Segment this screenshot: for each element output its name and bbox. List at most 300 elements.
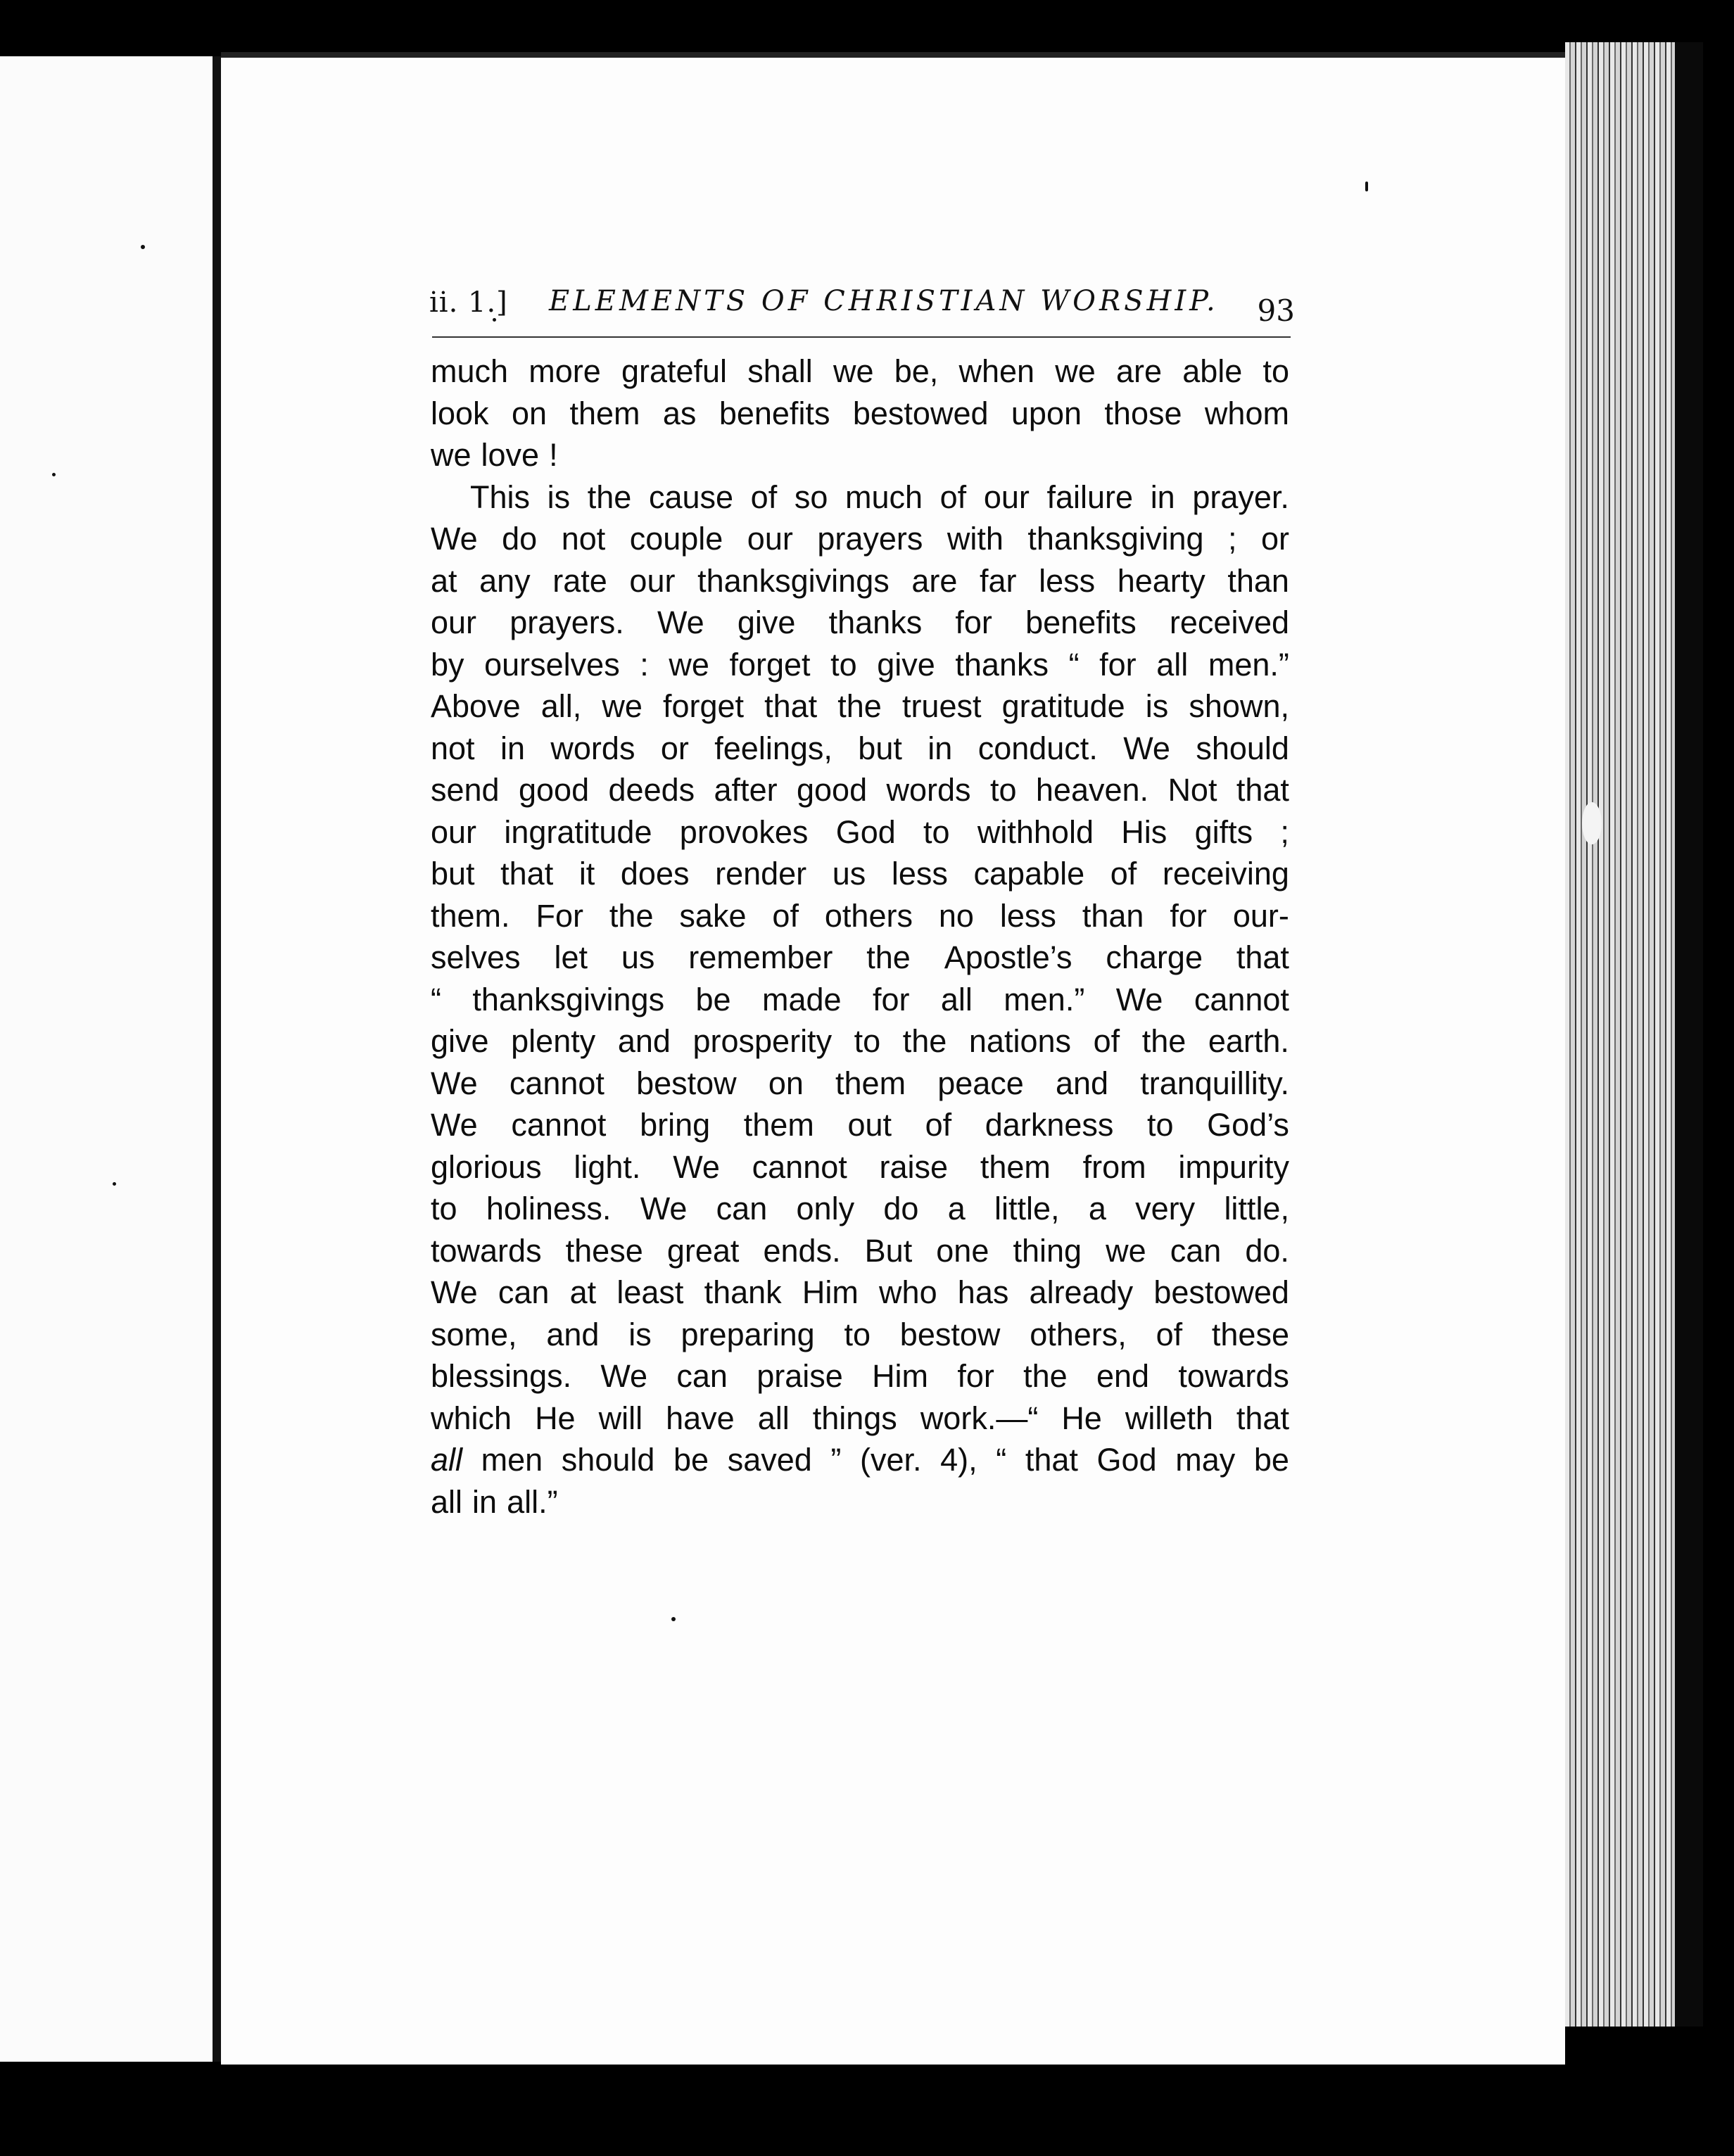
word: should — [1196, 730, 1289, 766]
word: light. — [574, 1148, 641, 1185]
word: others — [824, 897, 913, 934]
word: bestow — [636, 1065, 737, 1101]
text-line — [431, 518, 1289, 560]
word: is — [628, 1316, 652, 1352]
word: than — [1082, 897, 1144, 934]
word: work.—“ — [920, 1400, 1039, 1436]
word: We — [600, 1358, 648, 1394]
word: the — [866, 939, 911, 975]
word: more — [529, 353, 601, 389]
word: thanks — [955, 646, 1049, 683]
word: heaven. — [1035, 772, 1149, 808]
word: it — [578, 856, 595, 892]
word: no — [938, 897, 974, 934]
word: to — [830, 646, 857, 683]
text-line-words — [431, 393, 1289, 435]
word: of — [939, 478, 967, 515]
word: thanksgiving — [1027, 521, 1204, 557]
word: of — [750, 478, 778, 515]
text-line-words — [431, 1355, 1289, 1397]
text-line — [431, 476, 1289, 519]
word: God — [1096, 1442, 1157, 1478]
word: us — [621, 939, 655, 975]
word: be, — [894, 353, 939, 389]
text-line-words — [431, 1230, 1289, 1272]
word: in — [928, 730, 953, 766]
word: out — [847, 1107, 892, 1143]
word: can — [676, 1358, 728, 1394]
word: ends. — [763, 1232, 841, 1269]
word: can — [498, 1274, 550, 1310]
text-line — [431, 1355, 1289, 1397]
text-line — [431, 979, 1289, 1021]
text-line — [431, 1439, 1289, 1481]
word: so — [794, 478, 828, 515]
text-line-words — [431, 1397, 1289, 1440]
word: least — [616, 1274, 684, 1310]
word: will — [598, 1400, 643, 1436]
word: plenty — [511, 1023, 596, 1059]
word: failure — [1046, 478, 1134, 515]
word: others, — [1030, 1316, 1127, 1352]
word: selves — [431, 939, 521, 975]
word: Apostle’s — [944, 939, 1072, 975]
word: much — [844, 478, 923, 515]
word: forget — [662, 688, 745, 724]
text-line-words — [431, 518, 1289, 560]
word: things — [812, 1400, 897, 1436]
word: for — [955, 604, 992, 640]
text-line — [431, 811, 1289, 854]
word: His — [1121, 813, 1167, 850]
word: glorious — [431, 1148, 542, 1185]
word: good — [796, 772, 868, 808]
word: “ — [1068, 646, 1080, 683]
word: Above — [431, 688, 521, 724]
text-line-words — [431, 1063, 1289, 1105]
word: less — [891, 856, 948, 892]
word: them — [569, 395, 640, 431]
word: that — [1236, 1400, 1289, 1436]
text-line — [431, 560, 1289, 602]
word: forget — [729, 646, 811, 683]
word: already — [1029, 1274, 1134, 1310]
text-line-words — [431, 602, 1289, 644]
text-line-words — [470, 476, 1289, 519]
word: receiving — [1162, 856, 1289, 892]
word: He — [1061, 1400, 1102, 1436]
word: But — [864, 1232, 913, 1269]
word: bestowed — [852, 395, 989, 431]
word: our — [983, 478, 1030, 515]
word: render — [715, 856, 807, 892]
word: all — [1156, 646, 1189, 683]
word: and — [546, 1316, 600, 1352]
text-line — [431, 1314, 1289, 1356]
word: bestowed — [1153, 1274, 1289, 1310]
word: charge — [1106, 939, 1203, 975]
word: in — [1150, 478, 1175, 515]
word: has — [957, 1274, 1009, 1310]
text-line-words — [431, 1104, 1289, 1146]
scan-speck — [1365, 182, 1368, 191]
word: that — [1025, 1442, 1078, 1478]
word: gratitude — [1001, 688, 1125, 724]
text-line-words — [431, 1020, 1289, 1063]
word: : — [640, 646, 649, 683]
text-line — [431, 393, 1289, 435]
word: to — [854, 1023, 881, 1059]
word: them — [835, 1065, 906, 1101]
word: preparing — [681, 1316, 815, 1352]
word: tranquillity. — [1140, 1065, 1289, 1101]
word: prayer. — [1192, 478, 1289, 515]
word: 4), — [940, 1442, 977, 1478]
text-line — [431, 1146, 1289, 1188]
text-line — [431, 1063, 1289, 1105]
word: for — [957, 1358, 994, 1394]
word: Him — [802, 1274, 859, 1310]
word: praise — [757, 1358, 843, 1394]
word: men — [481, 1442, 543, 1478]
word: withhold — [977, 813, 1094, 850]
text-line — [431, 644, 1289, 686]
word: less — [1039, 562, 1096, 599]
running-head-title: ELEMENTS OF CHRISTIAN WORSHIP. — [549, 285, 1219, 317]
text-line — [431, 1397, 1289, 1440]
word: be — [695, 981, 731, 1017]
word: let — [554, 939, 588, 975]
text-line — [431, 1104, 1289, 1146]
word: the — [587, 478, 632, 515]
word: prosperity — [692, 1023, 833, 1059]
word: for — [1099, 646, 1137, 683]
word: be — [1253, 1442, 1289, 1478]
word: any — [479, 562, 531, 599]
word: cannot — [1194, 981, 1289, 1017]
word: benefits — [719, 395, 830, 431]
word: one — [936, 1232, 989, 1269]
word: thanks — [828, 604, 923, 640]
scan-speck — [671, 1617, 676, 1621]
word: ourselves — [484, 646, 620, 683]
word: with — [947, 521, 1004, 557]
word: cause — [648, 478, 734, 515]
word: not — [561, 521, 606, 557]
word: whom — [1204, 395, 1289, 431]
text-line — [431, 1272, 1289, 1314]
word: to — [923, 813, 950, 850]
word: the — [1141, 1023, 1186, 1059]
word: We — [1115, 981, 1163, 1017]
word: upon — [1011, 395, 1082, 431]
word: all — [940, 981, 973, 1017]
book-gutter — [213, 56, 221, 2062]
word: good — [519, 772, 590, 808]
word: words — [886, 772, 971, 808]
text-line-words — [431, 769, 1289, 811]
word: for — [1170, 897, 1207, 934]
word: of — [1093, 1023, 1120, 1059]
scan-speck — [52, 473, 56, 476]
word: men.” — [1004, 981, 1085, 1017]
word: Him — [872, 1358, 929, 1394]
word: and — [1055, 1065, 1109, 1101]
word: We — [657, 604, 704, 640]
text-line-words — [431, 434, 1289, 476]
word: the — [902, 1023, 947, 1059]
word: thing — [1013, 1232, 1082, 1269]
word: we — [669, 646, 709, 683]
word: shown, — [1189, 688, 1289, 724]
word: to — [431, 1191, 457, 1226]
word: ; — [1227, 521, 1237, 557]
scan-speck — [141, 245, 145, 249]
body-text — [431, 350, 1289, 1523]
text-line — [431, 685, 1289, 728]
word: raise — [879, 1148, 949, 1185]
word: look — [431, 395, 489, 431]
running-header — [429, 278, 1295, 327]
word: shall — [747, 353, 813, 389]
word: for — [872, 981, 910, 1017]
word: darkness — [985, 1107, 1114, 1143]
text-line-words — [431, 644, 1289, 686]
italic-word: all — [431, 1442, 463, 1478]
word: our- — [1232, 897, 1289, 934]
word: words — [550, 730, 635, 766]
text-line — [431, 1188, 1289, 1230]
word: earth. — [1208, 1023, 1289, 1059]
text-line — [431, 602, 1289, 644]
word: feelings, — [714, 730, 833, 766]
text-line — [431, 350, 1289, 393]
word: willeth — [1125, 1400, 1213, 1436]
word: peace — [937, 1065, 1024, 1101]
word: We — [431, 521, 478, 557]
word: all — [431, 1483, 463, 1520]
word: a — [1088, 1191, 1106, 1226]
word: at — [569, 1274, 597, 1310]
word: some, — [431, 1316, 517, 1352]
word: able — [1182, 353, 1243, 389]
text-line-words — [431, 1481, 1289, 1523]
word: little, — [1224, 1191, 1289, 1226]
word: “ — [996, 1442, 1007, 1478]
word: all, — [540, 688, 582, 724]
text-line-words — [431, 979, 1289, 1021]
text-line-words — [431, 895, 1289, 937]
book-fore-edge — [1565, 42, 1678, 2027]
word: saved — [727, 1442, 812, 1478]
word: remember — [688, 939, 833, 975]
word: or — [660, 730, 689, 766]
word: of — [772, 897, 799, 934]
word: give — [431, 1023, 489, 1059]
text-line — [431, 434, 1289, 476]
word: these — [565, 1232, 643, 1269]
word: men.” — [1208, 646, 1289, 683]
word: end — [1096, 1358, 1150, 1394]
text-line — [431, 853, 1289, 895]
word: towards — [1178, 1358, 1289, 1394]
word: or — [1260, 521, 1289, 557]
word: We — [431, 1065, 478, 1101]
word: all.” — [507, 1483, 558, 1520]
text-line-words — [431, 350, 1289, 393]
word: them — [743, 1107, 814, 1143]
word: received — [1169, 604, 1289, 640]
word: Not — [1167, 772, 1217, 808]
text-line — [431, 1481, 1289, 1523]
word: should — [561, 1442, 655, 1478]
word: and — [617, 1023, 671, 1059]
word: (ver. — [860, 1442, 922, 1478]
word: the — [837, 688, 882, 724]
word: who — [879, 1274, 937, 1310]
word: “ — [431, 981, 441, 1017]
word: of — [1110, 856, 1137, 892]
word: we — [1106, 1232, 1146, 1269]
text-line-words — [431, 1272, 1289, 1314]
word: towards — [431, 1232, 542, 1269]
word: our — [431, 604, 477, 640]
word: grateful — [621, 353, 728, 389]
word: from — [1082, 1148, 1146, 1185]
word: have — [666, 1400, 735, 1436]
word: truest — [901, 688, 982, 724]
running-head-section: ii. 1.] — [429, 286, 508, 319]
word: them. — [431, 897, 510, 934]
word: them — [980, 1148, 1051, 1185]
word: that — [1236, 939, 1289, 975]
word: ” — [830, 1442, 842, 1478]
word: is — [547, 478, 571, 515]
word: that — [1236, 772, 1289, 808]
word: can — [716, 1191, 768, 1226]
word: love — [481, 437, 540, 473]
word: the — [1023, 1358, 1068, 1394]
word: that — [500, 856, 554, 892]
word: be — [673, 1442, 709, 1478]
text-line — [431, 1020, 1289, 1063]
text-line-words — [431, 685, 1289, 728]
word: rate — [552, 562, 607, 599]
word: these — [1211, 1316, 1289, 1352]
word: of — [925, 1107, 952, 1143]
word: give — [737, 604, 796, 640]
text-line-words — [431, 728, 1289, 770]
word: We — [431, 1107, 478, 1143]
word: we — [431, 437, 472, 473]
word: holiness. — [486, 1191, 612, 1226]
word: great — [666, 1232, 740, 1269]
word: nations — [968, 1023, 1071, 1059]
word: our — [629, 562, 676, 599]
word: when — [958, 353, 1035, 389]
word: ; — [1280, 813, 1289, 850]
word: made — [761, 981, 842, 1017]
word: those — [1104, 395, 1182, 431]
word: far — [979, 562, 1017, 599]
word: We — [1123, 730, 1170, 766]
word: which — [431, 1400, 512, 1436]
text-line-words — [431, 1146, 1289, 1188]
word: gifts — [1194, 813, 1253, 850]
word: may — [1175, 1442, 1236, 1478]
word: that — [764, 688, 818, 724]
word: send — [431, 772, 500, 808]
text-line — [431, 937, 1289, 979]
word: capable — [973, 856, 1085, 892]
word: are — [1115, 353, 1162, 389]
word: provokes — [679, 813, 809, 850]
word: deeds — [608, 772, 695, 808]
word: conduct. — [977, 730, 1098, 766]
word: us — [832, 856, 866, 892]
word: is — [1145, 688, 1169, 724]
word: we — [602, 688, 643, 724]
word: couple — [629, 521, 723, 557]
word: thanksgivings — [472, 981, 665, 1017]
word: ! — [549, 437, 558, 473]
word: to — [989, 772, 1017, 808]
word: bestow — [899, 1316, 1001, 1352]
word: but — [858, 730, 902, 766]
header-rule — [432, 336, 1291, 338]
word: by — [431, 646, 464, 683]
scan-speck — [113, 1182, 116, 1186]
word: to — [844, 1316, 871, 1352]
word: thanksgivings — [697, 562, 890, 599]
word: than — [1227, 562, 1289, 599]
fore-edge-shadow — [1675, 42, 1703, 2027]
word: This — [470, 478, 531, 515]
word: do — [883, 1191, 919, 1226]
word: blessings. — [431, 1358, 572, 1394]
word: to — [1147, 1107, 1174, 1143]
word: of — [1156, 1316, 1183, 1352]
word: as — [662, 395, 697, 431]
word: the — [609, 897, 654, 934]
word: our — [747, 521, 793, 557]
word: prayers — [817, 521, 923, 557]
word: little, — [994, 1191, 1060, 1226]
word: does — [620, 856, 690, 892]
text-line — [431, 1230, 1289, 1272]
word: cannot — [511, 1107, 607, 1143]
word: after — [714, 772, 778, 808]
word: can — [1170, 1232, 1222, 1269]
word: cannot — [752, 1148, 847, 1185]
page-number: 93 — [1257, 293, 1295, 328]
word: bring — [640, 1107, 711, 1143]
word: hearty — [1117, 562, 1205, 599]
word: do. — [1245, 1232, 1289, 1269]
word: much — [431, 353, 509, 389]
text-line — [431, 895, 1289, 937]
word: less — [999, 897, 1056, 934]
word: on — [511, 395, 548, 431]
word: thank — [704, 1274, 782, 1310]
text-line-words — [431, 937, 1289, 979]
word: impurity — [1178, 1148, 1289, 1185]
word: We — [640, 1191, 688, 1226]
word: prayers. — [510, 604, 624, 640]
word: in — [472, 1483, 498, 1520]
word: at — [431, 562, 457, 599]
text-line — [431, 728, 1289, 770]
